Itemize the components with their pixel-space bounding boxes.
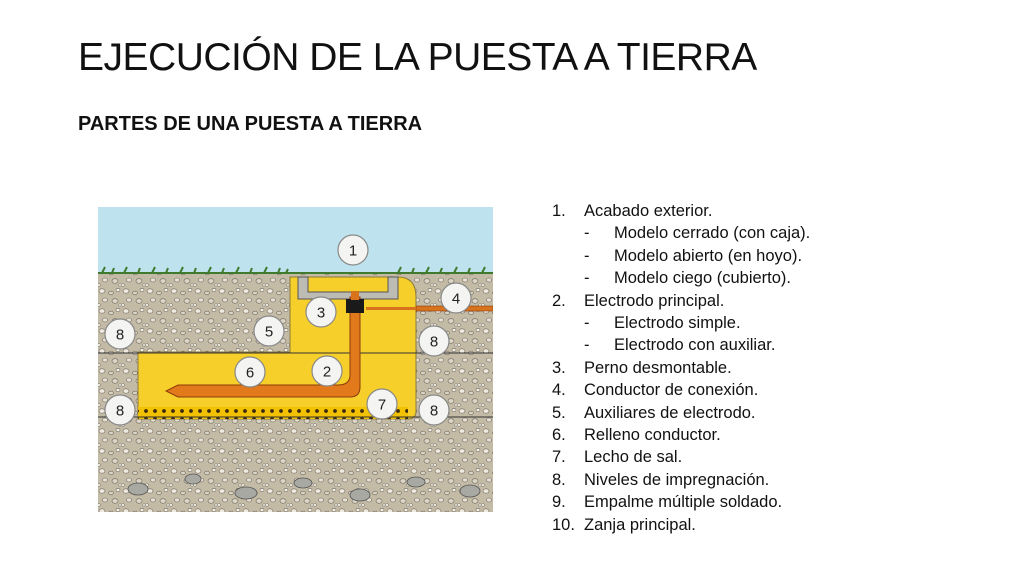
list-item-text: Lecho de sal. xyxy=(584,448,683,467)
list-item-number: 3. xyxy=(552,358,566,377)
list-subitem-row xyxy=(552,267,992,289)
callout-label: 1 xyxy=(348,242,358,260)
list-item-text: Auxiliares de electrodo. xyxy=(584,403,756,422)
callout-6 xyxy=(235,357,265,387)
callout-label: 8 xyxy=(115,402,125,420)
callout-label: 8 xyxy=(429,402,439,420)
list-subitem-text: Modelo cerrado (con caja). xyxy=(614,224,811,243)
list-subitem-dash: - xyxy=(584,224,590,243)
slide-title: EJECUCIÓN DE LA PUESTA A TIERRA xyxy=(78,36,757,79)
list-subitem-row xyxy=(552,222,992,244)
list-item-text: Electrodo principal. xyxy=(584,291,725,310)
callout-label: 2 xyxy=(322,363,332,381)
slide-subtitle: PARTES DE UNA PUESTA A TIERRA xyxy=(78,113,423,135)
list-subitem xyxy=(584,312,992,334)
list-subitem xyxy=(584,334,992,356)
callout-8 xyxy=(105,395,135,425)
list-item-number: 2. xyxy=(552,291,566,310)
callout-label: 5 xyxy=(264,323,274,341)
list-item xyxy=(552,402,992,424)
callout-label: 6 xyxy=(245,364,255,382)
list-subitem-row xyxy=(552,334,992,356)
callout-7 xyxy=(367,389,397,419)
list-item xyxy=(552,200,992,222)
list-item-text: Conductor de conexión. xyxy=(584,381,759,400)
list-subitem xyxy=(584,222,992,244)
list-item-number: 9. xyxy=(552,493,566,512)
callout-8 xyxy=(105,319,135,349)
callout-2 xyxy=(312,356,342,386)
callout-5 xyxy=(254,316,284,346)
list-item-text: Zanja principal. xyxy=(584,515,696,534)
list-item-text: Empalme múltiple soldado. xyxy=(584,493,783,512)
list-item xyxy=(552,491,992,513)
list-item xyxy=(552,469,992,491)
callout-label: 4 xyxy=(451,290,461,308)
conductor-inner xyxy=(366,307,416,310)
callout-3 xyxy=(306,297,336,327)
list-subitem xyxy=(584,245,992,267)
callout-label: 8 xyxy=(115,326,125,344)
list-subitem-text: Electrodo con auxiliar. xyxy=(614,336,776,355)
callout-label: 3 xyxy=(316,304,326,322)
list-subitem-row xyxy=(552,245,992,267)
list-item-number: 10. xyxy=(552,515,575,534)
list-item-text: Perno desmontable. xyxy=(584,358,732,377)
list-subitem-dash: - xyxy=(584,314,590,333)
callout-1 xyxy=(338,235,368,265)
bolt-head xyxy=(351,291,359,300)
list-item xyxy=(552,379,992,401)
list-item-number: 7. xyxy=(552,448,566,467)
list-item-text: Acabado exterior. xyxy=(584,202,713,220)
callout-8 xyxy=(419,326,449,356)
list-item xyxy=(552,446,992,468)
list-item-number: 1. xyxy=(552,202,566,220)
callout-label: 7 xyxy=(377,396,387,414)
list-item xyxy=(552,290,992,312)
list-item xyxy=(552,357,992,379)
list-item xyxy=(552,424,992,446)
sky-area xyxy=(98,207,493,273)
list-item-number: 6. xyxy=(552,426,566,445)
list-subitem-text: Modelo ciego (cubierto). xyxy=(614,269,792,288)
list-item-text: Relleno conductor. xyxy=(584,426,721,445)
callout-4 xyxy=(441,283,471,313)
list-subitem-text: Modelo abierto (en hoyo). xyxy=(614,246,803,265)
callout-8 xyxy=(419,395,449,425)
list-subitem-row xyxy=(552,312,992,334)
list-item-number: 4. xyxy=(552,381,566,400)
list-subitem-text: Electrodo simple. xyxy=(614,314,741,333)
list-item-number: 8. xyxy=(552,470,566,489)
list-subitem xyxy=(584,267,992,289)
parts-list xyxy=(552,200,992,536)
list-subitem-dash: - xyxy=(584,246,590,265)
list-item xyxy=(552,514,992,536)
list-subitem-dash: - xyxy=(584,336,590,355)
removable-bolt xyxy=(346,299,364,313)
list-subitem-dash: - xyxy=(584,269,590,288)
list-item-text: Niveles de impregnación. xyxy=(584,470,770,489)
callout-label: 8 xyxy=(429,333,439,351)
list-item-number: 5. xyxy=(552,403,566,422)
grounding-diagram xyxy=(98,207,493,512)
